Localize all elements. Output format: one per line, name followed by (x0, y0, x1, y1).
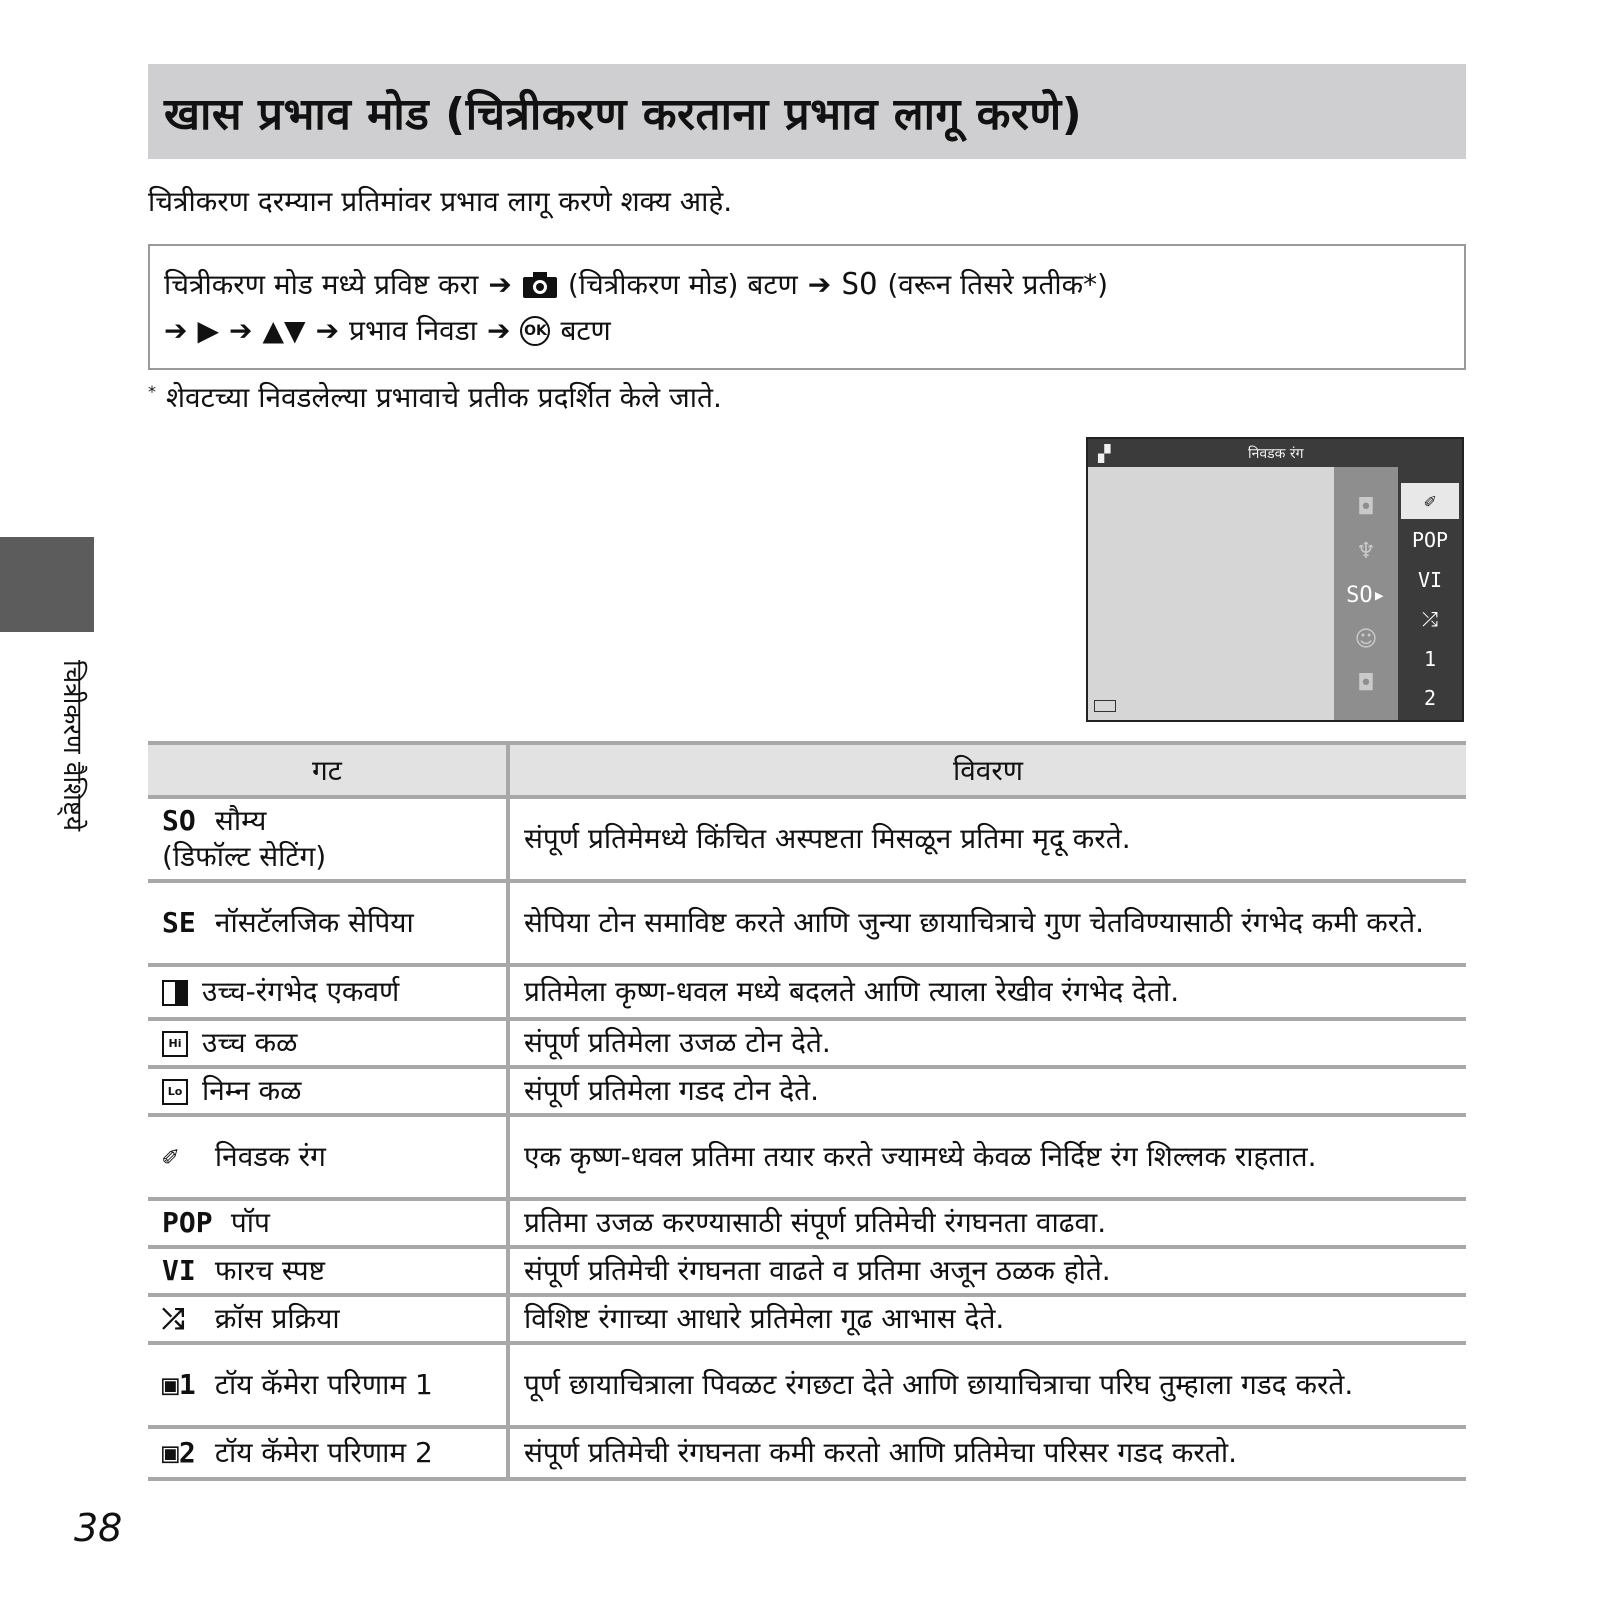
description-cell: संपूर्ण प्रतिमेला उजळ टोन देते. (508, 1019, 1466, 1067)
table-row (148, 1247, 1466, 1295)
footnote (148, 378, 722, 416)
procedure-step-1: चित्रीकरण मोड मध्ये प्रविष्ट करा (164, 268, 479, 301)
description-cell: प्रतिमा उजळ करण्यासाठी संपूर्ण प्रतिमेची रंगघनता वाढवा. (508, 1199, 1466, 1247)
toy-camera-2-icon: ▣2 (162, 1436, 196, 1469)
option-cell (148, 1247, 508, 1295)
arrow-icon: ➔ (488, 268, 512, 301)
high-key-icon: Hi (162, 1031, 188, 1057)
up-down-arrow-icon: ▲▼ (262, 314, 306, 347)
high-contrast-monochrome-icon (162, 980, 188, 1006)
arrow-icon: ➔ (486, 314, 511, 347)
vivid-icon: VI (162, 1254, 196, 1287)
toy-camera-1-icon: ▣1 (162, 1368, 196, 1401)
sepia-icon: SE (162, 906, 196, 939)
procedure-step-3: (वरून तिसरे प्रतीक*) (887, 268, 1109, 301)
footnote-mark: * (148, 381, 156, 401)
option-cell (148, 1199, 508, 1247)
ok-button-icon: OK (520, 316, 550, 346)
table-header-row (148, 743, 1466, 797)
option-name: नॉसटॅलजिक सेपिया (214, 906, 414, 939)
column-header-description: विवरण (508, 743, 1466, 797)
arrow-icon: ➔ (315, 314, 340, 347)
option-name: उच्च कळ (202, 1026, 298, 1059)
option-name: निम्न कळ (202, 1074, 302, 1107)
arrow-icon: ➔ (807, 268, 832, 301)
cross-process-icon: ⤮ (162, 1302, 185, 1335)
arrow-icon: ➔ (164, 314, 188, 347)
chapter-tab (0, 537, 94, 632)
selective-color-icon: ✐ (1401, 483, 1459, 519)
option-name: निवडक रंग (214, 1140, 326, 1173)
special-effects-mode-item: SO ▸ (1346, 582, 1386, 608)
table-row (148, 1427, 1466, 1479)
description-cell: एक कृष्ण-धवल प्रतिमा तयार करते ज्यामध्ये केवळ निर्दिष्ट रंग शिल्लक राहतात. (508, 1115, 1466, 1199)
special-effects-mode-icon: ▞ (1098, 443, 1111, 463)
table-row (148, 1343, 1466, 1427)
option-cell (148, 1343, 508, 1427)
table-row (148, 797, 1466, 881)
procedure-box (148, 244, 1466, 370)
description-cell: संपूर्ण प्रतिमेला गडद टोन देते. (508, 1067, 1466, 1115)
battery-icon (1094, 700, 1116, 712)
right-arrow-icon: ▶ (197, 314, 220, 347)
description-cell: संपूर्ण प्रतिमेची रंगघनता वाढते व प्रतिमा अजून ठळक होते. (508, 1247, 1466, 1295)
mode-column (1334, 467, 1398, 720)
description-cell: सेपिया टोन समाविष्ट करते आणि जुन्या छायाचित्राचे गुण चेतविण्यासाठी रंगभेद कमी करते. (508, 881, 1466, 965)
toy-camera-2-icon: 2 (1423, 686, 1437, 711)
camera-screen-illustration (1086, 437, 1464, 722)
description-cell: प्रतिमेला कृष्ण-धवल मध्ये बदलते आणि त्याला रेखीव रंगभेद देतो. (508, 965, 1466, 1019)
option-name: टॉय कॅमेरा परिणाम 2 (214, 1436, 433, 1469)
cross-process-icon: ⤮ (1422, 607, 1438, 632)
auto-mode-icon: ◘ (1357, 670, 1375, 696)
footnote-text: शेवटच्या निवडलेल्या प्रभावाचे प्रतीक प्रदर्शित केले जाते. (166, 381, 722, 414)
camera-mode-icon: ◘ (1357, 494, 1375, 520)
table-row (148, 1115, 1466, 1199)
screen-header (1088, 439, 1462, 467)
soft-icon: SO (162, 804, 196, 837)
option-cell (148, 1067, 508, 1115)
option-cell (148, 1115, 508, 1199)
option-cell (148, 797, 508, 881)
camera-icon (522, 271, 558, 299)
page-number: 38 (74, 1506, 123, 1550)
soft-effect-icon: SO (841, 267, 878, 302)
option-name: टॉय कॅमेरा परिणाम 1 (214, 1368, 433, 1401)
effect-column (1398, 467, 1462, 720)
column-header-option: गट (148, 743, 508, 797)
option-cell (148, 881, 508, 965)
page-title: खास प्रभाव मोड (चित्रीकरण करताना प्रभाव लागू करणे) (164, 88, 1083, 140)
table-row (148, 1295, 1466, 1343)
scene-mode-icon: ♆ (1356, 538, 1376, 564)
table-row (148, 1019, 1466, 1067)
procedure-line-1 (164, 262, 1450, 308)
option-name: उच्च-रंगभेद एकवर्ण (202, 975, 400, 1008)
screen-title: निवडक रंग (1248, 445, 1304, 462)
intro-text: चित्रीकरण दरम्यान प्रतिमांवर प्रभाव लागू करणे शक्य आहे. (148, 185, 733, 218)
procedure-step-5: बटण (560, 314, 611, 347)
pop-icon: POP (162, 1206, 213, 1239)
selective-color-icon: ✐ (162, 1140, 179, 1173)
option-name: पॉप (230, 1206, 270, 1239)
title-bar (148, 64, 1466, 159)
description-cell: संपूर्ण प्रतिमेमध्ये किंचित अस्पष्टता मिसळून प्रतिमा मृदू करते. (508, 797, 1466, 881)
option-name: क्रॉस प्रक्रिया (214, 1302, 340, 1335)
option-note: (डिफॉल्ट सेटिंग) (162, 840, 327, 873)
option-name: फारच स्पष्ट (214, 1254, 326, 1287)
description-cell: संपूर्ण प्रतिमेची रंगघनता कमी करतो आणि प्रतिमेचा परिसर गडद करतो. (508, 1427, 1466, 1479)
low-key-icon: Lo (162, 1079, 188, 1105)
table-row (148, 965, 1466, 1019)
pop-icon: POP (1411, 528, 1449, 553)
procedure-step-4: प्रभाव निवडा (349, 314, 477, 347)
option-cell (148, 1427, 508, 1479)
procedure-step-2: (चित्रीकरण मोड) बटण (567, 268, 798, 301)
description-cell: विशिष्ट रंगाच्या आधारे प्रतिमेला गूढ आभास देते. (508, 1295, 1466, 1343)
smart-portrait-icon: ☺ (1354, 626, 1378, 652)
table-row (148, 1199, 1466, 1247)
procedure-line-2 (164, 308, 1450, 354)
option-cell (148, 1295, 508, 1343)
effects-table (148, 741, 1466, 1481)
table-row (148, 1067, 1466, 1115)
toy-camera-1-icon: 1 (1423, 646, 1437, 671)
option-name: सौम्य (214, 804, 267, 837)
description-cell: पूर्ण छायाचित्राला पिवळट रंगछटा देते आणि छायाचित्राचा परिघ तुम्हाला गडद करते. (508, 1343, 1466, 1427)
vivid-icon: VI (1417, 567, 1443, 592)
table-row (148, 881, 1466, 965)
chapter-label: चित्रीकरण वैशिष्ट्ये (57, 660, 87, 832)
option-cell (148, 965, 508, 1019)
arrow-icon: ➔ (229, 314, 253, 347)
option-cell (148, 1019, 508, 1067)
